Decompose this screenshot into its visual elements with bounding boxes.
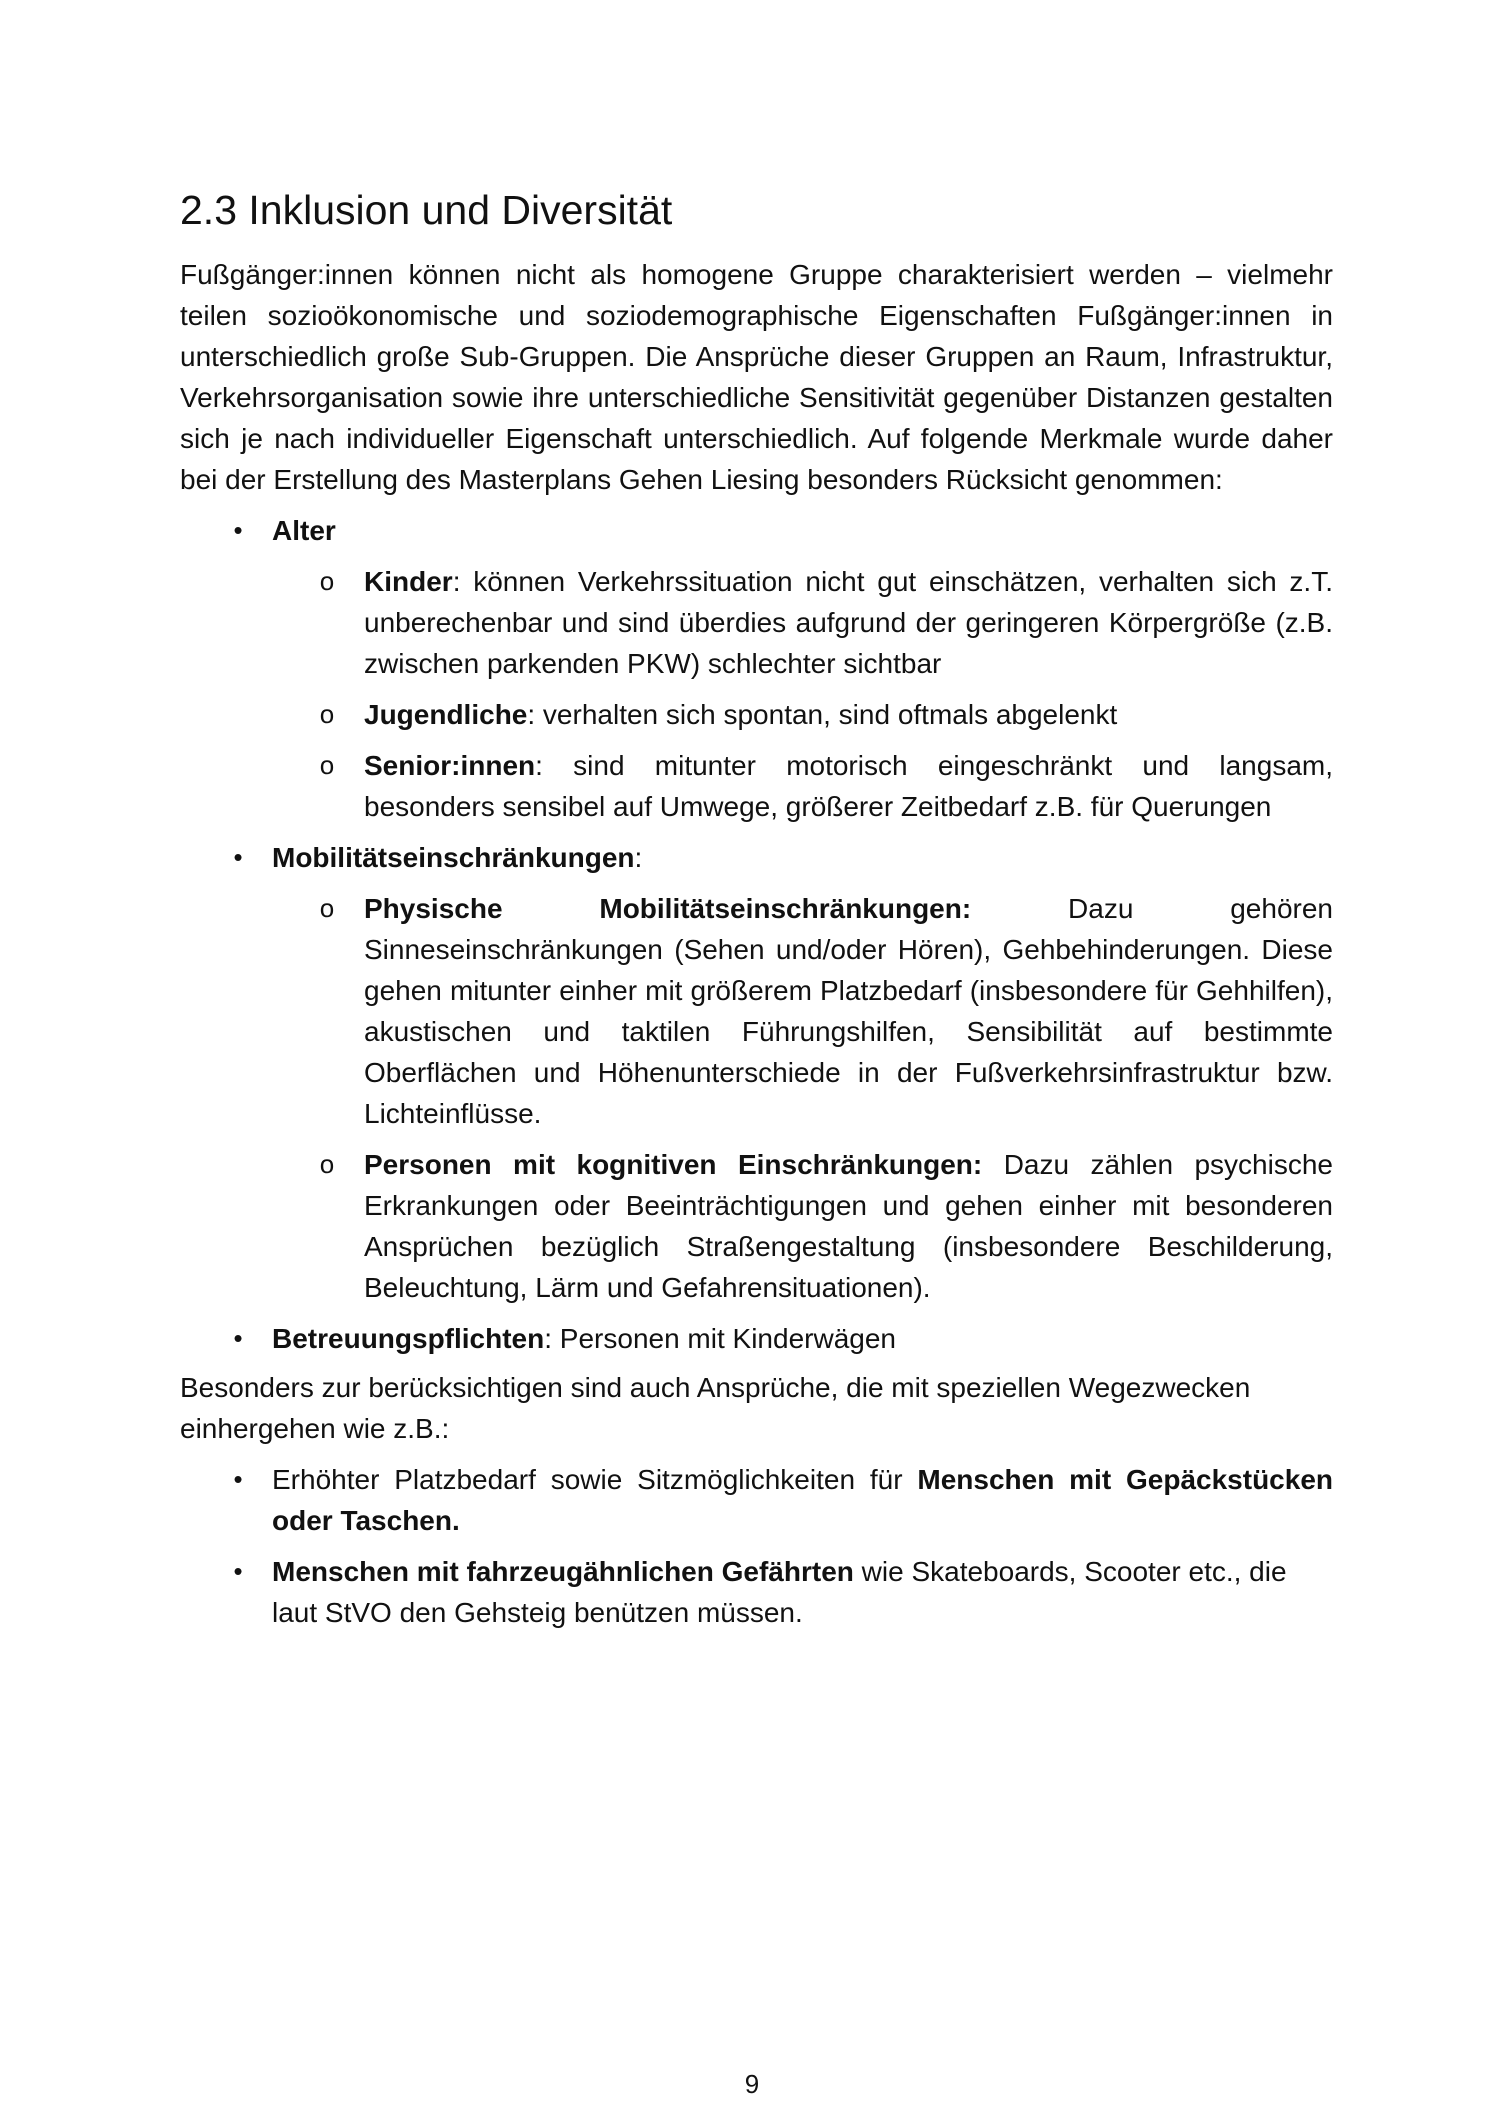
group-title: Alter	[272, 515, 336, 546]
list-item-alter	[180, 510, 1333, 827]
sublist-item	[272, 1144, 1333, 1308]
term: Jugendliche	[364, 699, 528, 730]
description: : können Verkehrssituation nicht gut einschätzen, verhalten sich z.T. unberechenbar und sind überdies aufgrund der geringeren Körpergröße (z.B. zwischen parkenden PKW) schlechter sichtbar	[364, 566, 1333, 679]
sublist-item	[272, 888, 1333, 1134]
special-list-item	[180, 1459, 1333, 1541]
term: Senior:innen	[364, 750, 536, 781]
bullet-icon: •	[233, 1323, 243, 1353]
bullet-icon: •	[233, 1556, 243, 1586]
sublist-mobilitaet	[272, 888, 1333, 1308]
sublist-item-text	[364, 694, 1333, 735]
sublist-item-text	[364, 561, 1333, 684]
description: : sind mitunter motorisch eingeschränkt und langsam, besonders sensibel auf Umwege, größerer Zeitbedarf z.B. für Querungen	[364, 750, 1333, 822]
term: Physische Mobilitätseinschränkungen:	[364, 893, 972, 924]
term: Personen mit kognitiven Einschränkungen:	[364, 1149, 983, 1180]
special-list	[180, 1459, 1333, 1633]
sublist-item	[272, 561, 1333, 684]
section-heading: 2.3 Inklusion und Diversität	[180, 187, 673, 233]
sub-bullet-icon: o	[319, 750, 335, 780]
sub-bullet-icon: o	[319, 1149, 335, 1179]
sub-bullet-icon: o	[319, 566, 335, 596]
sub-bullet-icon: o	[319, 893, 335, 923]
sublist-alter	[272, 561, 1333, 827]
text-before: Erhöhter Platzbedarf sowie Sitzmöglichkeiten für	[272, 1464, 918, 1495]
sublist-item-text	[364, 745, 1333, 827]
sublist-item-text	[364, 1144, 1333, 1308]
term: Kinder	[364, 566, 453, 597]
list-item-label	[272, 837, 1333, 878]
feature-list	[180, 510, 1333, 1359]
description: : verhalten sich spontan, sind oftmals abgelenkt	[527, 699, 1118, 730]
sub-bullet-icon: o	[319, 699, 335, 729]
group-suffix: : Personen mit Kinderwägen	[544, 1323, 896, 1354]
sublist-item	[272, 745, 1333, 827]
section-body	[180, 254, 1333, 1633]
special-intro-paragraph: Besonders zur berücksichtigen sind auch Ansprüche, die mit speziellen Wegezwecken einhergehen wie z.B.:	[180, 1372, 1251, 1444]
text-bold: Menschen mit fahrzeugähnlichen Gefährten	[272, 1556, 854, 1587]
list-item-label	[272, 510, 1333, 551]
group-suffix: :	[634, 842, 643, 873]
special-item-text	[272, 1459, 1333, 1541]
bullet-icon: •	[233, 1464, 243, 1494]
sublist-item-text	[364, 888, 1333, 1134]
bullet-icon: •	[233, 515, 243, 545]
list-item-betreuung	[180, 1318, 1333, 1359]
page-number: 9	[744, 2069, 760, 2099]
intro-paragraph: Fußgänger:innen können nicht als homogene Gruppe charakterisiert werden – vielmehr teilen sozioökonomische und soziodemographische Eigenschaften Fußgänger:innen in unterschiedlich große Sub-Gruppen. Die Ansprüche dieser Gruppen an Raum, Infrastruktur, Verkehrsorganisation sowie ihre unterschiedliche Sensitivität gegenüber Distanzen gestalten sich je nach individueller Eigenschaft unterschiedlich. Auf folgende Merkmale wurde daher bei der Erstellung des Masterplans Gehen Liesing besonders Rücksicht genommen:	[180, 259, 1333, 495]
sublist-item	[272, 694, 1333, 735]
bullet-icon: •	[233, 842, 243, 872]
text-bold: Menschen mit Gepäckstücken oder Taschen.	[272, 1464, 1333, 1536]
description: Dazu gehören Sinneseinschränkungen (Sehen und/oder Hören), Gehbehinderungen. Diese gehen mitunter einher mit größerem Platzbedarf (insbesondere für Gehhilfen), akustischen und taktilen Führungshilfen, Sensibilität auf bestimmte Oberflächen und Höhenunterschiede in der Fußverkehrsinfrastruktur bzw. Lichteinflüsse.	[364, 893, 1333, 1129]
special-list-item	[180, 1551, 1333, 1633]
group-title: Mobilitätseinschränkungen	[272, 842, 635, 873]
group-title: Betreuungspflichten	[272, 1323, 545, 1354]
special-item-text	[272, 1551, 1333, 1633]
text-after: wie Skateboards, Scooter etc., die laut StVO den Gehsteig benützen müssen.	[272, 1556, 1287, 1628]
list-item-mobilitaet	[180, 837, 1333, 1308]
list-item-label	[272, 1318, 1333, 1359]
description: Dazu zählen psychische Erkrankungen oder Beeinträchtigungen und gehen einher mit besonderen Ansprüchen bezüglich Straßengestaltung (insbesondere Beschilderung, Beleuchtung, Lärm und Gefahrensituationen).	[364, 1149, 1333, 1303]
